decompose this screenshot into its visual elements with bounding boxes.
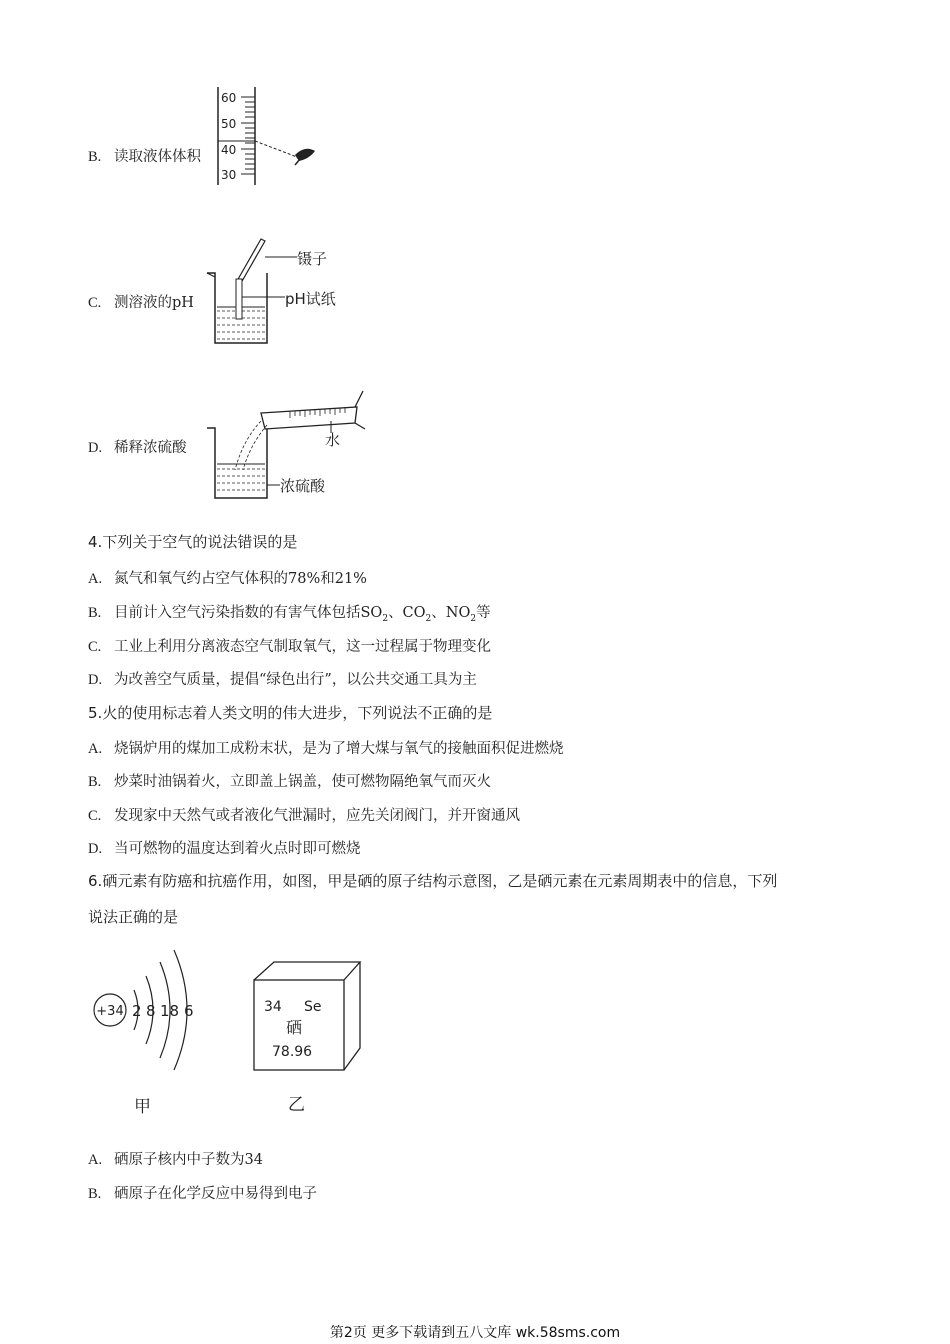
option-text: 测溶液的pH	[114, 295, 194, 311]
q4-option-a	[88, 567, 367, 588]
option-letter: B.	[88, 774, 102, 790]
question-number: 6.	[88, 872, 103, 890]
atomic-number: 34	[264, 999, 282, 1015]
question-6-stem-line2	[88, 906, 178, 927]
option-letter: D.	[88, 841, 103, 857]
shell-electrons: 2	[132, 1002, 142, 1020]
option-text: 、NO	[431, 605, 471, 621]
shell-electrons: 6	[184, 1002, 194, 1020]
question-number: 5.	[88, 704, 103, 722]
q5-option-a	[88, 737, 564, 758]
option-text: 稀释浓硫酸	[114, 440, 187, 456]
option-text: 读取液体体积	[114, 149, 201, 165]
q5-option-d	[88, 837, 361, 858]
shell-electrons: 18	[160, 1002, 180, 1020]
option-text: 为改善空气质量，提倡“绿色出行”，以公共交通工具为主	[114, 672, 477, 688]
q3-option-c	[88, 291, 194, 312]
q6-option-a	[88, 1148, 263, 1169]
element-name: 硒	[286, 1018, 303, 1037]
subscript: 2	[425, 613, 432, 624]
option-letter: D.	[88, 440, 103, 456]
option-letter: C.	[88, 808, 102, 824]
figure-caption: 乙	[288, 1095, 305, 1115]
selenium-atom-structure-figure	[88, 940, 208, 1120]
question-number: 4.	[88, 533, 103, 551]
figure-caption: 甲	[134, 1097, 151, 1117]
option-text: 硒原子在化学反应中易得到电子	[114, 1186, 317, 1202]
figure-label: 浓硫酸	[280, 477, 326, 495]
option-letter: A.	[88, 571, 103, 587]
figure-label: 镊子	[297, 250, 328, 268]
option-text: 发现家中天然气或者液化气泄漏时，应先关闭阀门，并开窗通风	[114, 808, 520, 824]
tick-label: 40	[221, 143, 237, 157]
option-letter: C.	[88, 295, 102, 311]
q3-option-b	[88, 145, 201, 166]
question-text: 说法正确的是	[88, 908, 179, 926]
option-text: 工业上利用分离液态空气制取氧气，这一过程属于物理变化	[114, 639, 491, 655]
question-text: 硒元素有防癌和抗癌作用，如图，甲是硒的原子结构示意图，乙是硒元素在元素周期表中的信息，下列	[102, 872, 778, 890]
q4-option-d	[88, 668, 477, 689]
shell-electrons: 8	[146, 1002, 156, 1020]
option-letter: A.	[88, 741, 103, 757]
question-4-stem	[88, 531, 297, 552]
question-text: 下列关于空气的说法错误的是	[102, 533, 298, 551]
graduated-cylinder-figure	[205, 85, 330, 190]
question-5-stem	[88, 702, 492, 723]
q3-option-d	[88, 436, 187, 457]
option-text: 氮气和氧气约占空气体积的78%和21%	[114, 571, 367, 587]
option-text: 硒原子核内中子数为34	[114, 1152, 263, 1168]
dilution-figure	[205, 385, 370, 505]
option-letter: B.	[88, 149, 102, 165]
option-text: 炒菜时油锅着火，立即盖上锅盖，使可燃物隔绝氧气而灭火	[114, 774, 491, 790]
subscript: 2	[470, 613, 477, 624]
option-letter: B.	[88, 605, 102, 621]
q4-option-c	[88, 635, 491, 656]
eye-icon	[295, 149, 315, 165]
question-text: 火的使用标志着人类文明的伟大进步，下列说法不正确的是	[102, 704, 493, 722]
option-text: 、CO	[388, 605, 426, 621]
option-text: 当可燃物的温度达到着火点时即可燃烧	[114, 841, 361, 857]
option-text: 目前计入空气污染指数的有害气体包括SO	[114, 605, 383, 621]
option-letter: B.	[88, 1186, 102, 1202]
atomic-mass: 78.96	[272, 1044, 313, 1060]
selenium-periodic-cell-figure	[250, 958, 365, 1118]
tick-label: 30	[221, 168, 237, 182]
page-footer: 第2页 更多下载请到五八文库 wk.58sms.com	[329, 1325, 621, 1341]
tick-label: 60	[221, 91, 237, 105]
question-6-stem	[88, 870, 777, 891]
ph-test-figure	[205, 235, 355, 350]
subscript: 2	[382, 613, 389, 624]
element-symbol: Se	[304, 999, 322, 1015]
nucleus-charge: +34	[96, 1004, 124, 1019]
option-letter: A.	[88, 1152, 103, 1168]
option-text: 等	[476, 605, 491, 621]
option-letter: C.	[88, 639, 102, 655]
q5-option-b	[88, 770, 491, 791]
q6-option-b	[88, 1182, 317, 1203]
tick-label: 50	[221, 117, 237, 131]
figure-label: pH试纸	[285, 290, 336, 308]
option-letter: D.	[88, 672, 103, 688]
figure-label: 水	[325, 431, 341, 449]
q5-option-c	[88, 804, 520, 825]
q4-option-b	[88, 601, 491, 624]
option-text: 烧锅炉用的煤加工成粉末状，是为了增大煤与氧气的接触面积促进燃烧	[114, 741, 564, 757]
